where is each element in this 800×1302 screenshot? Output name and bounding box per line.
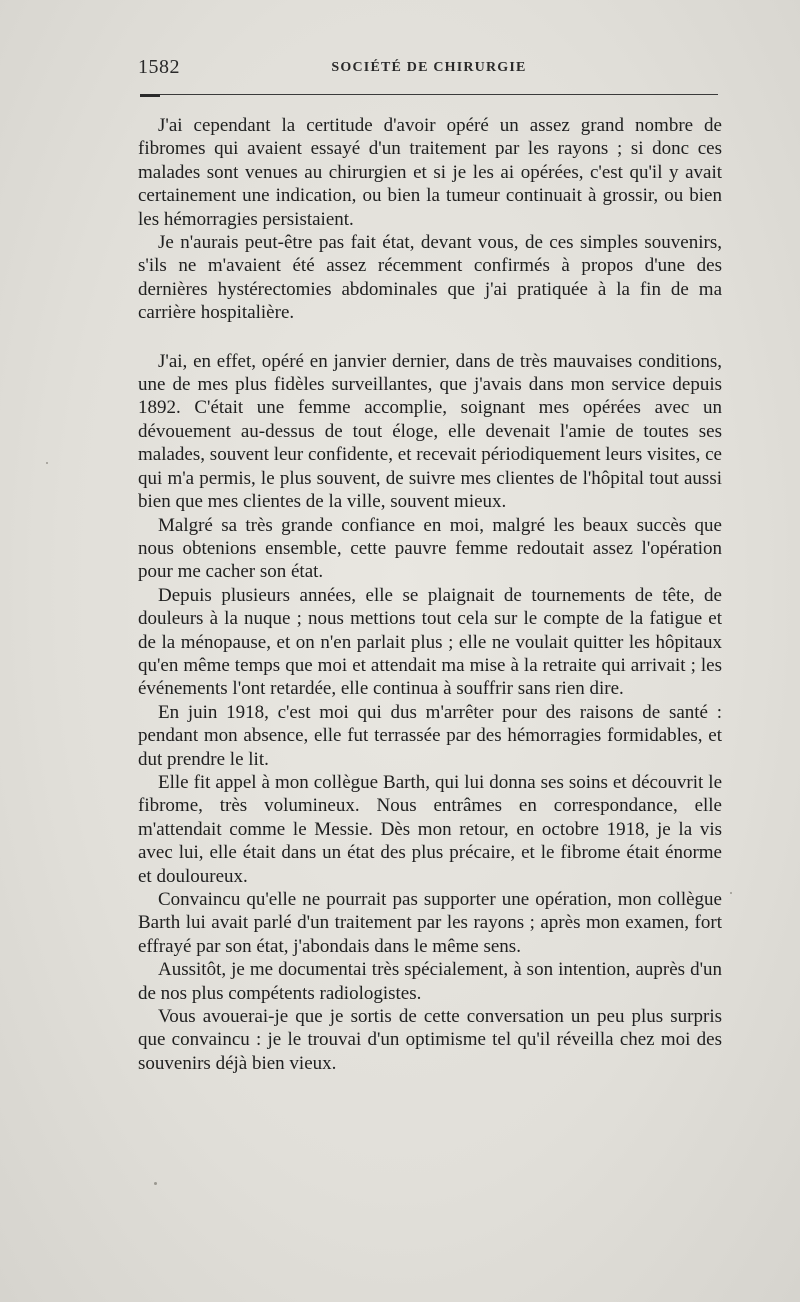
paper-speck <box>154 1182 157 1185</box>
paragraph-7: Elle fit appel à mon collègue Barth, qui lui donna ses soins et découvrit le fibrome, très volumineux. Nous entrâmes en correspondance, elle m'attendait comme le Messie. Dès mon retour, en octobre 1918, je la vis avec lui, elle était dans un état des plus précaire, et le fibrome était énorme et douloureux. <box>138 771 722 887</box>
paragraph-10: Vous avouerai-je que je sortis de cette conversation un peu plus surpris que convaincu : je le trouvai d'un optimisme tel qu'il réveilla chez moi des souvenirs déjà bien vieux. <box>138 1006 722 1074</box>
paragraph-5: Depuis plusieurs années, elle se plaignait de tournements de tête, de douleurs à la nuque ; nous mettions tout cela sur le compte de la fatigue et de la ménopause, et on n'en parlait plus ; elle ne voulait quitter les hôpitaux qu'en même temps que moi et attendait ma mise à la retraite qui arrivait ; les événements l'ont retardée, elle continua à souffrir sans rien dire. <box>138 584 722 700</box>
paper-speck <box>730 892 732 894</box>
paragraph-2: Je n'aurais peut-être pas fait état, devant vous, de ces simples souvenirs, s'ils ne m'avaient été assez récemment confirmés à propos d'une des dernières hystérectomies abdominales que j'ai pratiquée à la fin de ma carrière hospitalière. <box>138 232 722 324</box>
header-rule <box>140 94 718 95</box>
page-number: 1582 <box>138 56 180 78</box>
page-header <box>138 56 720 86</box>
header-rule-mark <box>140 94 160 97</box>
paragraph-1: J'ai cependant la certitude d'avoir opéré un assez grand nombre de fibromes qui avaient essayé d'un traitement par les rayons ; si donc ces malades sont venues au chirurgien et si je les ai opérées, c'est qu'il y avait certainement une indication, ou bien la tumeur continuait à grossir, ou bien les hémorragies persistaient. <box>138 115 722 230</box>
paragraph-9: Aussitôt, je me documentai très spécialement, à son intention, auprès d'un de nos plus compétents radiologistes. <box>138 959 722 1004</box>
paragraph-6: En juin 1918, c'est moi qui dus m'arrêter pour des raisons de santé : pendant mon absence, elle fut terrassée par des hémorragies formidables, et dut prendre le lit. <box>138 701 722 770</box>
paper-speck <box>46 462 48 464</box>
running-title: SOCIÉTÉ DE CHIRURGIE <box>331 60 527 75</box>
paragraph-3: J'ai, en effet, opéré en janvier dernier, dans de très mauvaises conditions, une de mes plus fidèles surveillantes, que j'avais dans mon service depuis 1892. C'était une femme accomplie, soignant mes opérées avec un dévouement au-dessus de tout éloge, elle devenait l'amie de toutes ses malades, souvent leur confidente, et recevait périodiquement leurs visites, ce qui m'a permis, le plus souvent, de suivre mes clientes de l'hôpital tout aussi bien que mes clientes de la ville, souvent mieux. <box>138 350 722 513</box>
paragraph-4: Malgré sa très grande confiance en moi, malgré les beaux succès que nous obtenions ensemble, cette pauvre femme redoutait assez l'opération pour me cacher son état. <box>138 514 722 583</box>
paragraph-8: Convaincu qu'elle ne pourrait pas supporter une opération, mon collègue Barth lui avait parlé d'un traitement par les rayons ; après mon examen, fort effrayé par son état, j'abondais dans le même sens. <box>138 889 722 957</box>
body-text <box>138 114 722 1075</box>
